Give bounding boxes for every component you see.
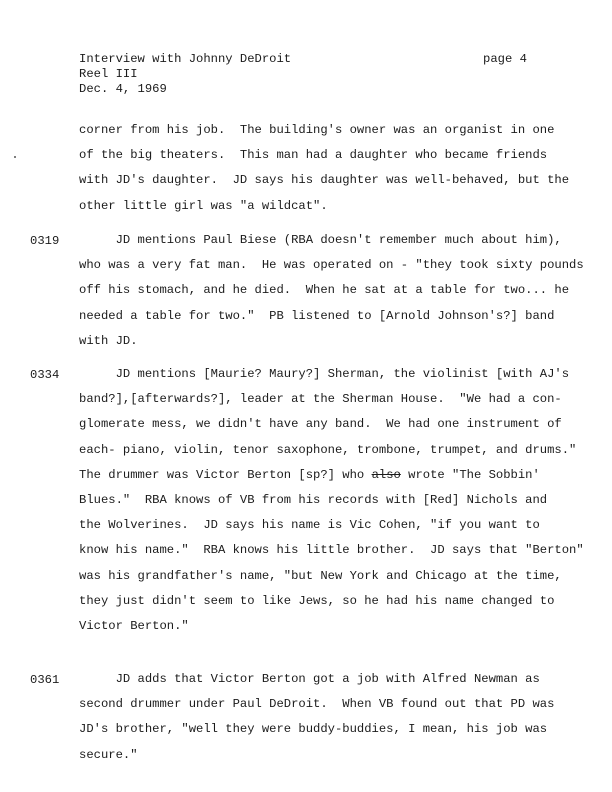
text-line: Blues." RBA knows of VB from his records with [Red] Nichols and bbox=[79, 492, 548, 507]
line-end: wrote "The Sobbin' bbox=[400, 467, 540, 482]
text-line: JD mentions Paul Biese (RBA doesn't remember much about him), bbox=[79, 233, 562, 247]
text-line: glomerate mess, we didn't have any band. We had one instrument of bbox=[79, 417, 562, 432]
timestamp-0319: 0319 bbox=[30, 234, 60, 248]
text-line: JD adds that Victor Berton got a job with Alfred Newman as bbox=[79, 672, 540, 686]
page-number: page 4 bbox=[483, 52, 527, 66]
text-line: Victor Berton." bbox=[79, 618, 189, 633]
text-line: they just didn't seem to like Jews, so he had his name changed to bbox=[79, 593, 555, 608]
text-line: the Wolverines. JD says his name is Vic Cohen, "if you want to bbox=[79, 518, 540, 533]
line-start: The drummer was Victor Berton [sp?] who bbox=[79, 467, 372, 482]
paragraph-1 bbox=[79, 118, 570, 219]
text-line: JD's brother, "well they were buddy-buddies, I mean, his job was bbox=[79, 722, 548, 737]
page-header bbox=[79, 52, 291, 97]
interview-title: Interview with Johnny DeDroit bbox=[79, 52, 292, 66]
scan-speck bbox=[14, 156, 16, 158]
text-line: secure." bbox=[79, 747, 138, 762]
text-line: who was a very fat man. He was operated on - "they took sixty pounds bbox=[79, 258, 584, 273]
text-line: band?],[afterwards?], leader at the Sherman House. "We had a con- bbox=[79, 392, 562, 407]
paragraph-4 bbox=[79, 667, 559, 768]
text-line: of the big theaters. This man had a daughter who became friends bbox=[79, 148, 548, 163]
timestamp-0361: 0361 bbox=[30, 673, 60, 687]
text-line: each- piano, violin, tenor saxophone, trombone, trumpet, and drums." bbox=[79, 442, 577, 457]
text-line: needed a table for two." PB listened to [Arnold Johnson's?] band bbox=[79, 308, 555, 323]
text-line: off his stomach, and he died. When he sat at a table for two... he bbox=[79, 283, 570, 298]
text-line: JD mentions [Maurie? Maury?] Sherman, the violinist [with AJ's bbox=[79, 367, 570, 381]
text-line: corner from his job. The building's owner was an organist in one bbox=[79, 123, 555, 137]
paragraph-3 bbox=[79, 362, 584, 639]
text-line: other little girl was "a wildcat". bbox=[79, 198, 328, 213]
text-line: second drummer under Paul DeDroit. When VB found out that PD was bbox=[79, 697, 555, 712]
reel-label: Reel III bbox=[79, 67, 138, 81]
text-line: was his grandfather's name, "but New York and Chicago at the time, bbox=[79, 568, 562, 583]
text-line: with JD's daughter. JD says his daughter was well-behaved, but the bbox=[79, 173, 570, 188]
text-line: know his name." RBA knows his little brother. JD says that "Berton" bbox=[79, 543, 584, 558]
interview-date: Dec. 4, 1969 bbox=[79, 82, 167, 96]
text-line: with JD. bbox=[79, 333, 138, 348]
timestamp-0334: 0334 bbox=[30, 368, 60, 382]
text-line-with-strike bbox=[79, 463, 559, 488]
struck-word: also bbox=[371, 467, 401, 482]
paragraph-2 bbox=[79, 228, 584, 354]
